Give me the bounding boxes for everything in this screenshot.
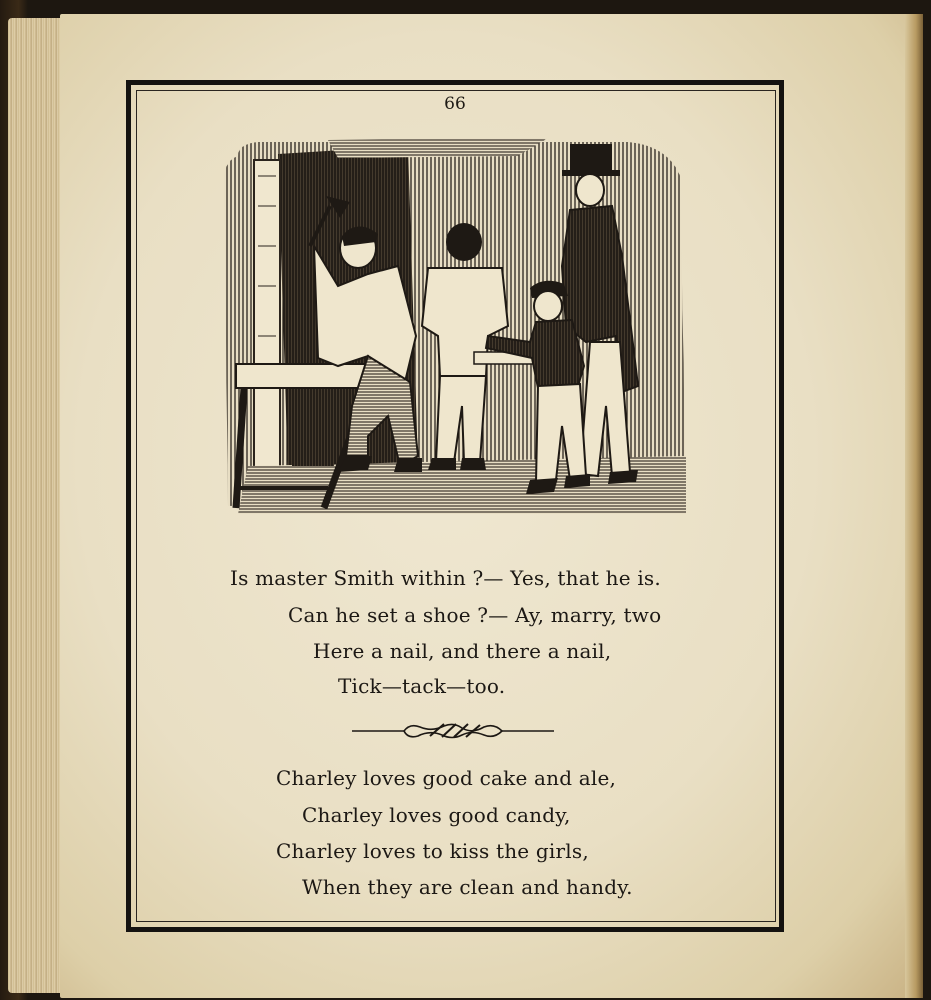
ornamental-divider (352, 718, 554, 744)
verse-two-line-4: When they are clean and handy. (302, 875, 633, 899)
page-number: 66 (444, 94, 466, 114)
verse-one-line-1: Is master Smith within ?— Yes, that he is. (230, 566, 661, 590)
verse-two-line-1: Charley loves good cake and ale, (276, 766, 617, 790)
verse-two-line-2: Charley loves good candy, (302, 803, 571, 827)
verse-two-line-3: Charley loves to kiss the girls, (276, 839, 589, 863)
verse-one-line-2: Can he set a shoe ?— Ay, marry, two (288, 603, 662, 627)
page-edges-left (8, 18, 68, 993)
verse-one-line-4: Tick—tack—too. (338, 674, 506, 698)
page-edge-right (905, 14, 923, 998)
verse-one-line-3: Here a nail, and there a nail, (313, 639, 612, 663)
woodcut-illustration (218, 136, 692, 516)
